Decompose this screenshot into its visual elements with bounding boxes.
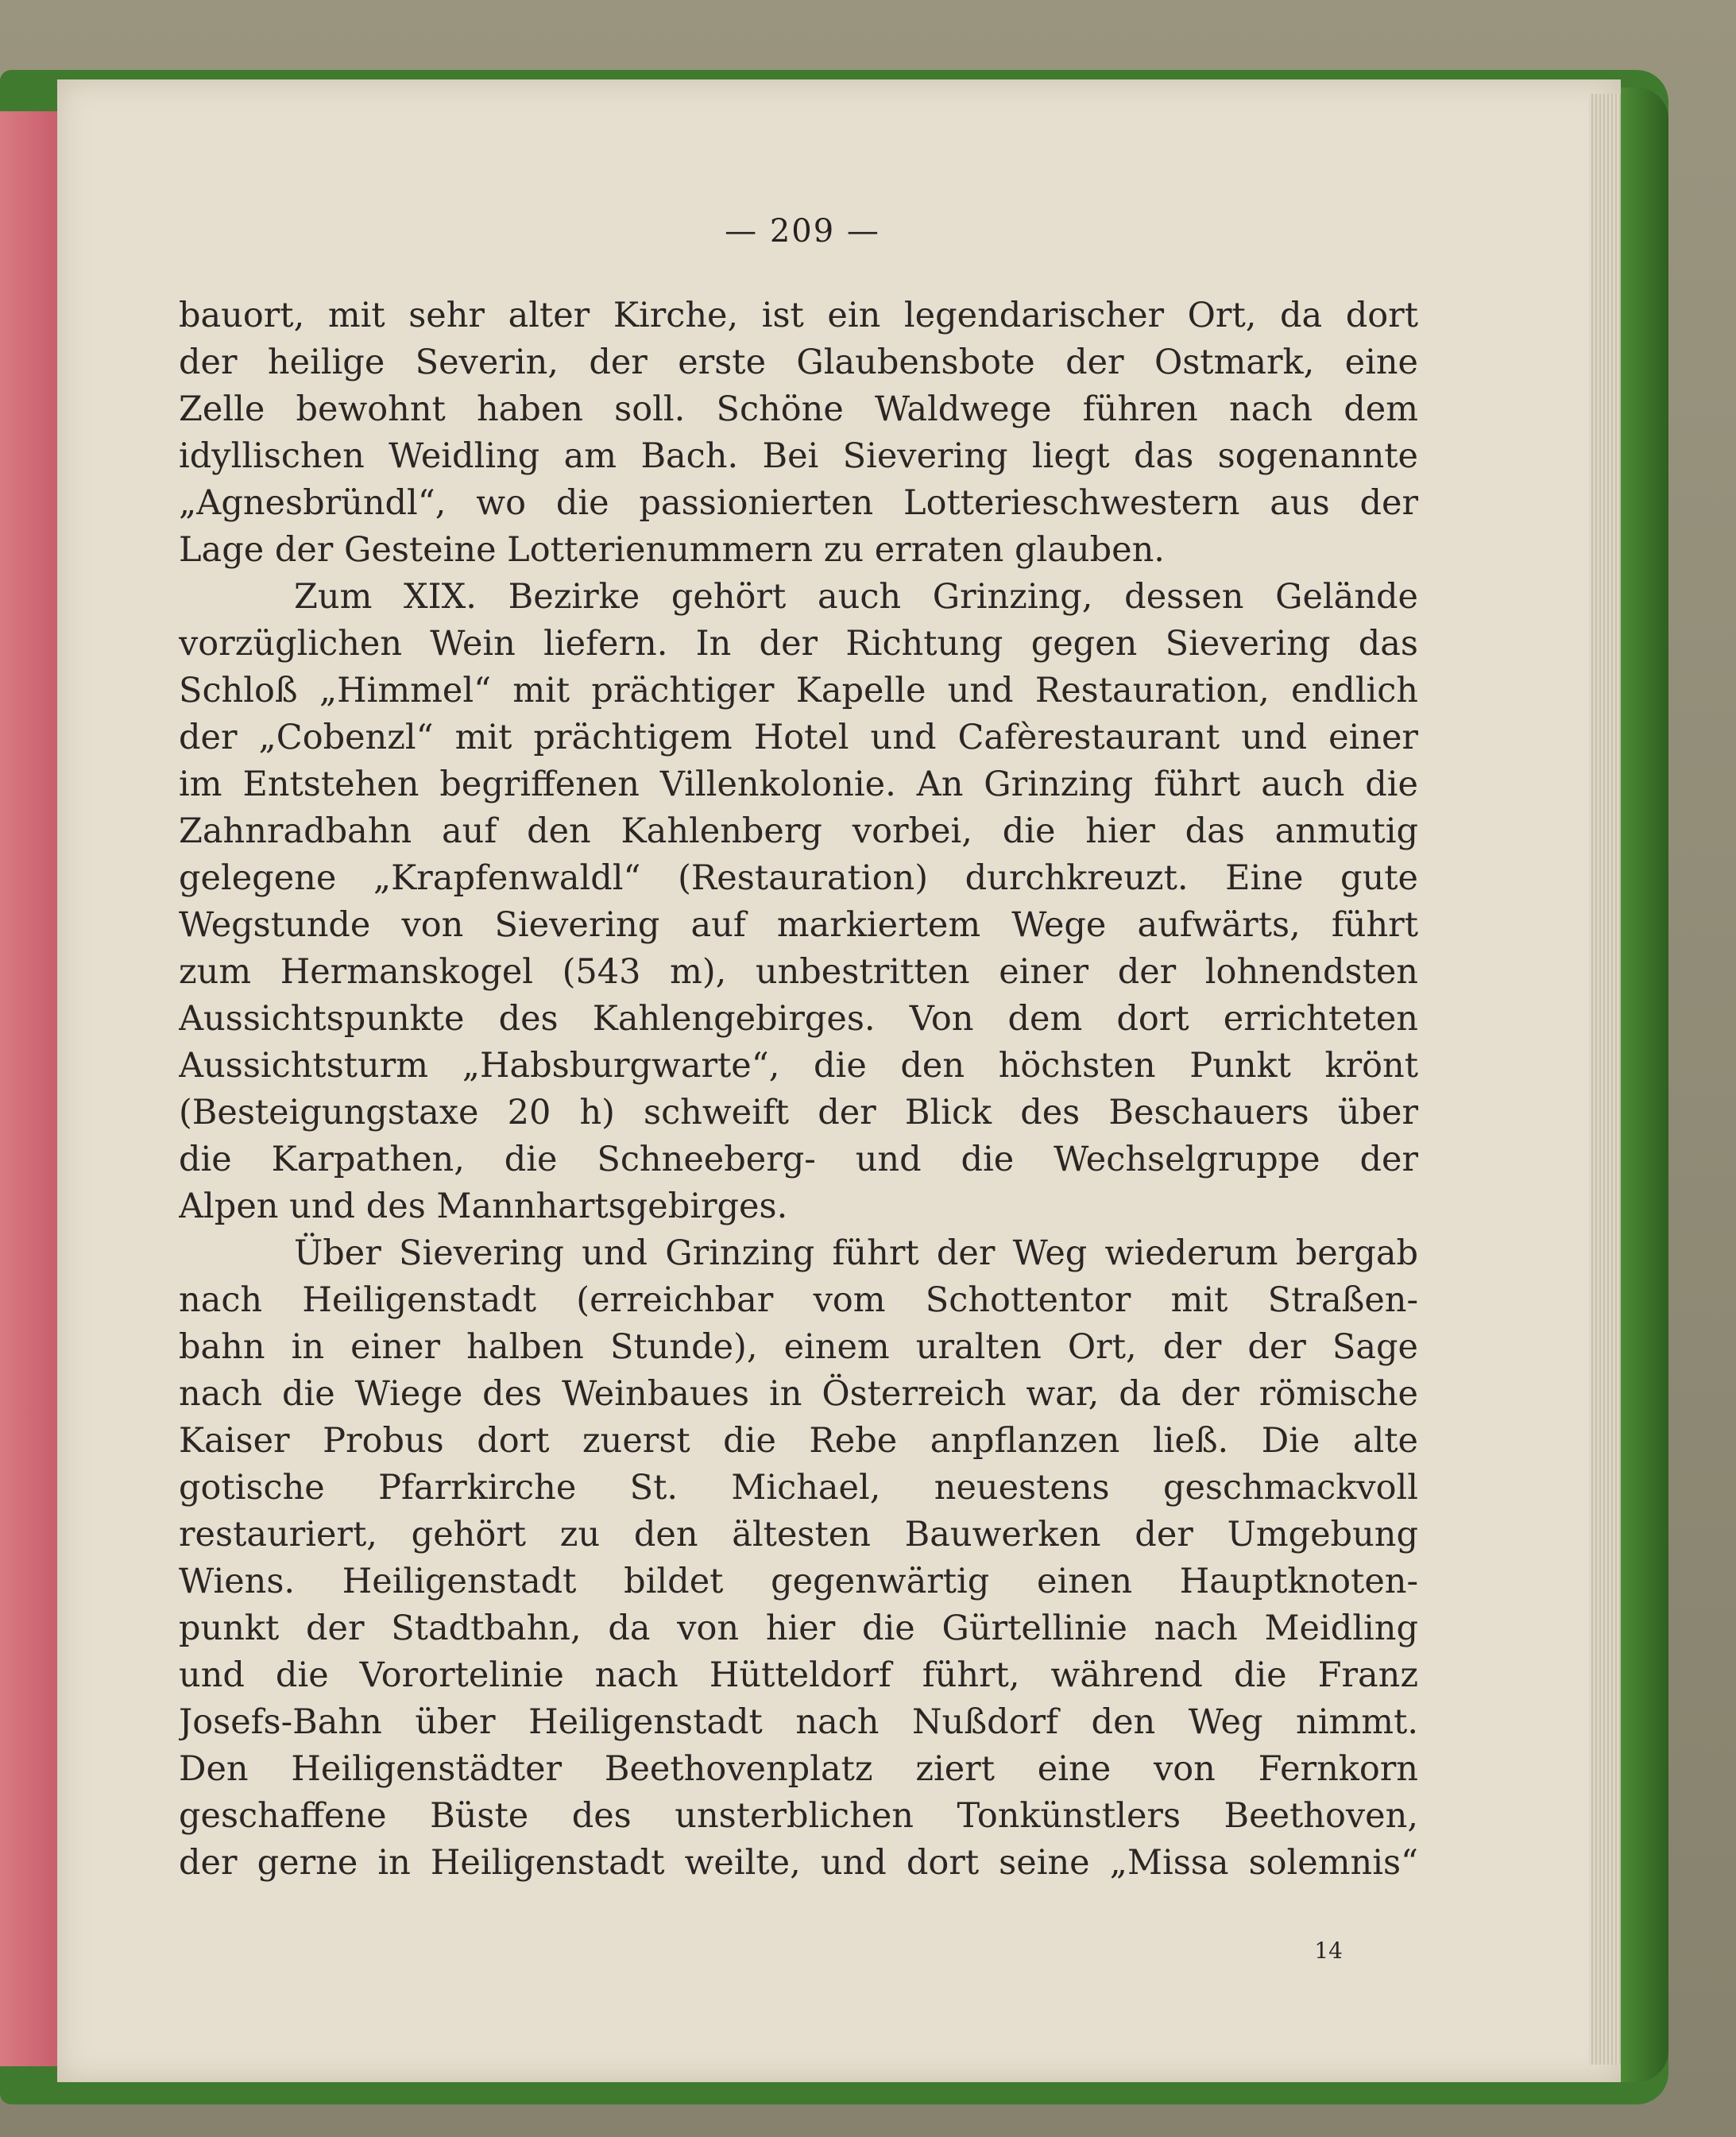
text-line: restauriert, gehört zu den ältesten Bauwerken der Umgebung: [179, 1515, 1418, 1554]
text-line: Alpen und des Mannhartsgebirges.: [179, 1187, 788, 1226]
text-line: „Agnesbründl“, wo die passionierten Lotterieschwestern aus der: [179, 483, 1418, 523]
text-line: bahn in einer halben Stunde), einem uralten Ort, der der Sage: [179, 1327, 1418, 1367]
text-line: gotische Pfarrkirche St. Michael, neuestens geschmackvoll: [179, 1468, 1418, 1508]
text-line: idyllischen Weidling am Bach. Bei Sievering liegt das sogenannte: [179, 436, 1418, 476]
text-line: Wegstunde von Sievering auf markiertem Wege aufwärts, führt: [179, 905, 1418, 945]
text-line: im Entstehen begriffenen Villenkolonie. An Grinzing führt auch die: [179, 765, 1418, 804]
text-line: Über Sievering und Grinzing führt der Weg wiederum bergab: [294, 1233, 1418, 1273]
text-line: Zelle bewohnt haben soll. Schöne Waldwege führen nach dem: [179, 389, 1418, 429]
text-line: punkt der Stadtbahn, da von hier die Gürtellinie nach Meidling: [179, 1609, 1418, 1648]
text-line: Lage der Gesteine Lotterienummern zu erraten glauben.: [179, 530, 1165, 570]
text-line: Schloß „Himmel“ mit prächtiger Kapelle und Restauration, endlich: [179, 671, 1418, 710]
page-edge-left: [0, 111, 57, 2066]
text-line: Kaiser Probus dort zuerst die Rebe anpflanzen ließ. Die alte: [179, 1421, 1418, 1461]
page-stack: [1589, 94, 1621, 2065]
text-line: Aussichtsturm „Habsburgwarte“, die den höchsten Punkt krönt: [179, 1046, 1418, 1086]
text-line: nach Heiligenstadt (erreichbar vom Schottentor mit Straßen-: [179, 1280, 1418, 1320]
text-line: der gerne in Heiligenstadt weilte, und dort seine „Missa solemnis“: [179, 1843, 1418, 1883]
text-line: der „Cobenzl“ mit prächtigem Hotel und Cafèrestaurant und einer: [179, 718, 1418, 757]
text-line: der heilige Severin, der erste Glaubensbote der Ostmark, eine: [179, 343, 1418, 382]
text-line: Zahnradbahn auf den Kahlenberg vorbei, die hier das anmutig: [179, 811, 1418, 851]
text-line: geschaffene Büste des unsterblichen Tonkünstlers Beethoven,: [179, 1796, 1418, 1836]
page-number: — 209 —: [725, 213, 880, 250]
text-line: Den Heiligenstädter Beethovenplatz ziert eine von Fernkorn: [179, 1749, 1418, 1789]
text-line: vorzüglichen Wein liefern. In der Richtung gegen Sievering das: [179, 624, 1418, 664]
text-line: gelegene „Krapfenwaldl“ (Restauration) durchkreuzt. Eine gute: [179, 858, 1418, 898]
text-line: (Besteigungstaxe 20 h) schweift der Blick des Beschauers über: [179, 1093, 1418, 1132]
book-cover-edge: [1621, 87, 1668, 2082]
signature-mark: 14: [1314, 1938, 1343, 1964]
body-text: [179, 292, 1418, 1887]
text-line: Zum XIX. Bezirke gehört auch Grinzing, dessen Gelände: [294, 577, 1418, 617]
text-line: bauort, mit sehr alter Kirche, ist ein legendarischer Ort, da dort: [179, 296, 1418, 335]
text-line: nach die Wiege des Weinbaues in Österreich war, da der römische: [179, 1374, 1418, 1414]
text-line: Wiens. Heiligenstadt bildet gegenwärtig einen Hauptknoten-: [179, 1562, 1418, 1601]
text-line: Josefs-Bahn über Heiligenstadt nach Nußdorf den Weg nimmt.: [179, 1702, 1418, 1742]
text-line: die Karpathen, die Schneeberg- und die Wechselgruppe der: [179, 1140, 1418, 1179]
text-line: Aussichtspunkte des Kahlengebirges. Von dem dort errichteten: [179, 999, 1418, 1039]
text-line: zum Hermanskogel (543 m), unbestritten einer der lohnendsten: [179, 952, 1418, 992]
text-line: und die Vorortelinie nach Hütteldorf führt, während die Franz: [179, 1655, 1418, 1695]
